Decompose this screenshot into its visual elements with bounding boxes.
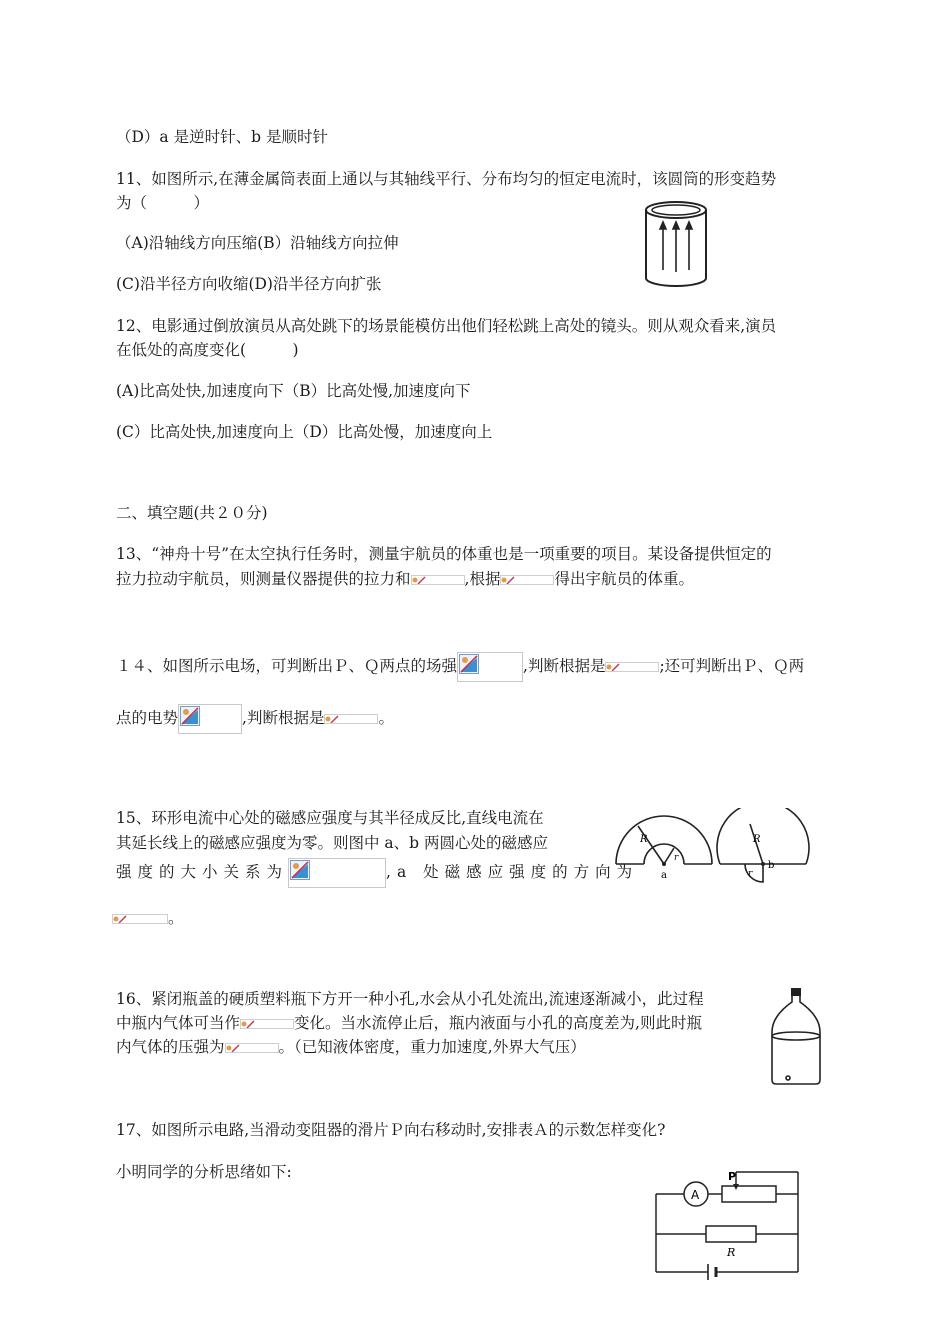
broken-image-icon — [606, 663, 620, 671]
answer-blank[interactable] — [457, 652, 523, 682]
q15-stem-line1: 15、环形电流中心处的磁感应强度与其半径成反比,直线电流在 — [116, 809, 544, 827]
q15-stem-line4: 。 — [112, 906, 184, 930]
broken-image-icon — [325, 715, 339, 723]
answer-blank[interactable] — [324, 714, 378, 724]
broken-image-icon — [226, 1044, 240, 1052]
q10-option-d: （D）a 是逆时针、b 是顺时针 — [116, 128, 328, 146]
answer-blank[interactable] — [288, 858, 386, 888]
ring-current-figure — [610, 808, 810, 888]
ammeter-label: A — [691, 1188, 700, 1202]
cylinder-figure — [640, 198, 712, 290]
q12-options-cd: (C）比高处快,加速度向上（D）比高处慢，加速度向上 — [116, 423, 493, 441]
q16-stem-line2: 中瓶内气体可当作 变化。当水流停止后，瓶内液面与小孔的高度差为,则此时瓶 — [116, 1014, 702, 1032]
q11-stem-line1: 11、如图所示,在薄金属筒表面上通以与其轴线平行、分布均匀的恒定电流时，该圆筒的形变趋势 — [116, 170, 777, 188]
q15-stem-line2: 其延长线上的磁感应强度为零。则图中 a、b 两圆心处的磁感应 — [116, 834, 549, 852]
broken-image-icon — [241, 1020, 255, 1028]
answer-blank[interactable] — [500, 575, 554, 585]
radius-label-small: r — [748, 869, 753, 879]
q12-stem-line1: 12、电影通过倒放演员从高处跳下的场景能模仿出他们轻松跳上高处的镜头。则从观众看来,演员 — [116, 317, 777, 335]
center-label-b: b — [768, 860, 775, 871]
q15-stem-line3: 强度的大小关系为 ,a 处磁感应强度的方向为 — [116, 858, 638, 888]
bottle-figure — [764, 986, 828, 1088]
q17-stem-line2: 小明同学的分析思绪如下: — [116, 1163, 292, 1181]
broken-image-icon — [113, 915, 127, 923]
answer-blank[interactable] — [411, 575, 465, 585]
q12-stem-line2: 在低处的高度变化( ) — [116, 341, 299, 359]
q16-stem-line3: 内气体的压强为 。（已知液体密度，重力加速度,外界大气压） — [116, 1038, 586, 1056]
radius-label-big: R — [640, 834, 648, 845]
circuit-figure — [650, 1168, 810, 1284]
answer-blank[interactable] — [240, 1019, 294, 1029]
answer-blank[interactable] — [178, 704, 242, 734]
section-title: 二、填空题(共２０分) — [116, 504, 268, 522]
broken-image-icon — [459, 654, 479, 674]
answer-blank[interactable] — [605, 662, 659, 672]
answer-blank[interactable] — [112, 914, 168, 924]
q11-options-cd: (C)沿半径方向收缩(D)沿半径方向扩张 — [116, 275, 382, 293]
slider-label: P — [728, 1170, 737, 1183]
q11-options-ab: （A)沿轴线方向压缩(B）沿轴线方向拉伸 — [116, 234, 399, 252]
q12-options-ab: (A)比高处快,加速度向下（B）比高处慢,加速度向下 — [116, 382, 471, 400]
q14-stem-line1: １４、如图所示电场，可判断出Ｐ、Ｑ两点的场强 ,判断根据是 ;还可判断出Ｐ、Ｑ两 — [116, 652, 804, 682]
broken-image-icon — [501, 576, 515, 584]
broken-image-icon — [290, 860, 310, 880]
broken-image-icon — [180, 706, 200, 726]
q17-stem-line1: 17、如图所示电路,当滑动变阻器的滑片Ｐ向右移动时,安排表Ａ的示数怎样变化? — [116, 1121, 666, 1139]
q14-stem-line2: 点的电势 ,判断根据是 。 — [116, 704, 394, 734]
q13-stem-line1: 13、“神舟十号”在太空执行任务时，测量宇航员的体重也是一项重要的项目。某设备提供恒定的 — [116, 545, 772, 563]
q16-stem-line1: 16、紧闭瓶盖的硬质塑料瓶下方开一种小孔,水会从小孔处流出,流速逐渐减小，此过程 — [116, 990, 704, 1008]
broken-image-icon — [412, 576, 426, 584]
q13-stem-line2: 拉力拉动宇航员，则测量仪器提供的拉力和 ,根据 得出宇航员的体重。 — [116, 570, 694, 588]
q11-stem-line2: 为（ ） — [116, 194, 210, 212]
resistor-label: R — [727, 1246, 736, 1259]
answer-blank[interactable] — [225, 1043, 279, 1053]
radius-label-small: r — [674, 853, 679, 863]
radius-label-big: R — [753, 834, 761, 845]
center-label-a: a — [661, 870, 667, 881]
